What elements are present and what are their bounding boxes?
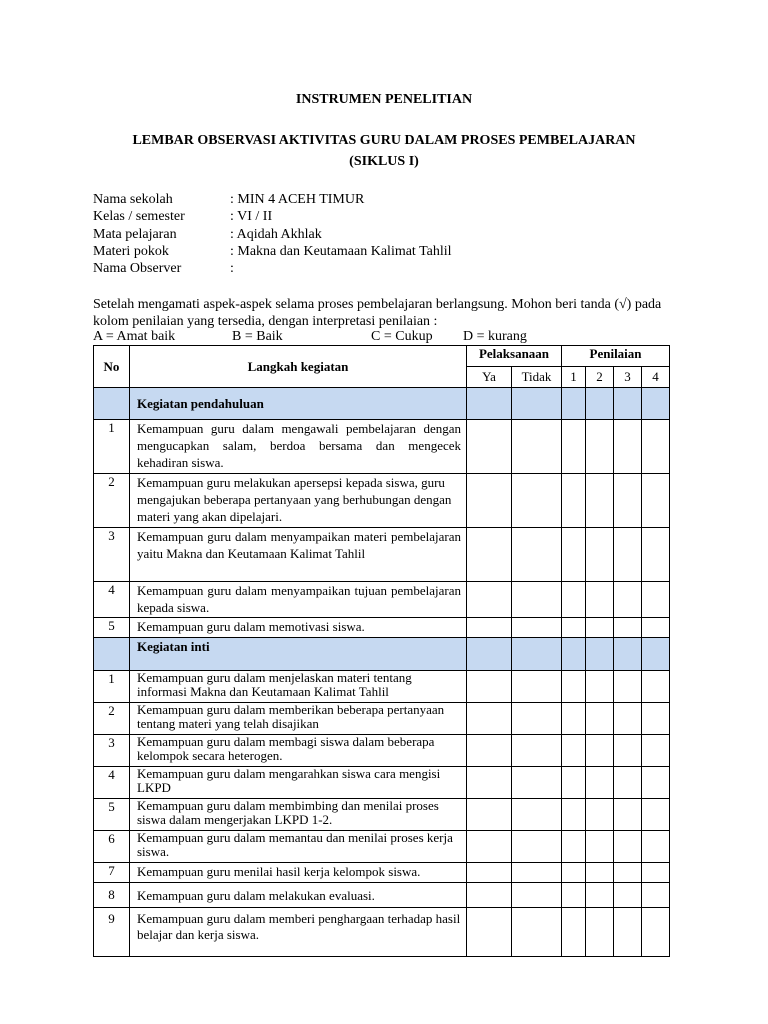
info-row [93, 226, 452, 243]
exec-ya-cell[interactable] [467, 474, 512, 528]
score-cell[interactable] [614, 528, 642, 582]
section-spacer-cell [94, 638, 130, 671]
row-number: 7 [94, 863, 130, 883]
score-cell[interactable] [562, 582, 586, 618]
score-cell[interactable] [642, 863, 670, 883]
score-cell[interactable] [642, 908, 670, 957]
row-step: Kemampuan guru dalam menjelaskan materi tentang informasi Makna dan Keutamaan Kalimat Tahlil [130, 671, 467, 703]
column-header-no: No [94, 346, 130, 388]
exec-option-tidak: Tidak [512, 367, 562, 388]
score-cell[interactable] [586, 582, 614, 618]
row-step: Kemampuan guru dalam mengawali pembelajaran dengan mengucapkan salam, berdoa bersama dan mengecek kehadiran siswa. [130, 420, 467, 474]
score-cell[interactable] [562, 703, 586, 735]
score-cell[interactable] [586, 863, 614, 883]
exec-ya-cell[interactable] [467, 908, 512, 957]
row-step: Kemampuan guru dalam memantau dan menilai proses kerja siswa. [130, 831, 467, 863]
exec-ya-cell[interactable] [467, 883, 512, 908]
table-row [94, 618, 670, 638]
exec-option-ya: Ya [467, 367, 512, 388]
exec-ya-cell[interactable] [467, 735, 512, 767]
score-cell[interactable] [562, 908, 586, 957]
score-cell[interactable] [586, 908, 614, 957]
cycle-label: (SIKLUS I) [349, 154, 419, 169]
scale-d: D = kurang [463, 329, 527, 344]
score-cell[interactable] [614, 799, 642, 831]
row-step: Kemampuan guru dalam memotivasi siswa. [130, 618, 467, 638]
row-number: 4 [94, 582, 130, 618]
exec-tidak-cell[interactable] [512, 671, 562, 703]
exec-ya-cell[interactable] [467, 799, 512, 831]
row-step: Kemampuan guru dalam memberikan beberapa pertanyaan tentang materi yang telah disajikan [130, 703, 467, 735]
score-cell[interactable] [562, 671, 586, 703]
row-step: Kemampuan guru dalam menyampaikan materi pembelajaran yaitu Makna dan Keutamaan Kalimat Tahlil [130, 528, 467, 582]
info-value: : Makna dan Keutamaan Kalimat Tahlil [230, 243, 452, 259]
row-step: Kemampuan guru menilai hasil kerja kelompok siswa. [130, 863, 467, 883]
exec-tidak-cell [512, 388, 562, 420]
score-cell [642, 388, 670, 420]
score-cell[interactable] [586, 474, 614, 528]
info-label: Mata pelajaran [93, 226, 177, 242]
score-cell[interactable] [614, 908, 642, 957]
score-cell[interactable] [586, 528, 614, 582]
score-cell [586, 638, 614, 671]
score-option-4: 4 [642, 367, 670, 388]
exec-tidak-cell[interactable] [512, 883, 562, 908]
info-value: : MIN 4 ACEH TIMUR [230, 192, 365, 207]
score-cell[interactable] [642, 735, 670, 767]
table-row [94, 420, 670, 474]
score-cell[interactable] [642, 528, 670, 582]
score-cell[interactable] [614, 831, 642, 863]
score-cell[interactable] [614, 671, 642, 703]
score-cell[interactable] [614, 863, 642, 883]
info-row [93, 191, 452, 208]
score-cell [586, 388, 614, 420]
scale-c: C = Cukup [371, 329, 433, 344]
score-cell[interactable] [614, 420, 642, 474]
score-cell[interactable] [642, 474, 670, 528]
score-cell[interactable] [562, 528, 586, 582]
row-number: 3 [94, 528, 130, 582]
score-cell[interactable] [586, 735, 614, 767]
info-row [93, 208, 452, 225]
exec-tidak-cell[interactable] [512, 908, 562, 957]
score-cell [614, 638, 642, 671]
score-cell[interactable] [614, 618, 642, 638]
table-row [94, 582, 670, 618]
score-cell[interactable] [562, 420, 586, 474]
score-option-3: 3 [614, 367, 642, 388]
table-row [94, 767, 670, 799]
row-step: Kemampuan guru dalam membagi siswa dalam beberapa kelompok secara heterogen. [130, 735, 467, 767]
info-label: Nama Observer [93, 261, 182, 277]
score-cell[interactable] [614, 703, 642, 735]
exec-tidak-cell[interactable] [512, 420, 562, 474]
column-header-score: Penilaian [562, 346, 670, 367]
exec-tidak-cell[interactable] [512, 799, 562, 831]
table-row [94, 831, 670, 863]
info-row [93, 260, 452, 277]
info-row [93, 243, 452, 260]
exec-tidak-cell[interactable] [512, 863, 562, 883]
exec-tidak-cell[interactable] [512, 735, 562, 767]
row-step: Kemampuan guru dalam mengarahkan siswa cara mengisi LKPD [130, 767, 467, 799]
score-cell[interactable] [586, 767, 614, 799]
row-number: 3 [94, 735, 130, 767]
score-cell[interactable] [586, 831, 614, 863]
instruction-text: Setelah mengamati aspek-aspek selama proses pembelajaran berlangsung. Mohon beri tanda (√) pada kolom penilaian yang tersedia, dengan interpretasi penilaian : [93, 297, 662, 329]
score-cell[interactable] [642, 767, 670, 799]
exec-ya-cell[interactable] [467, 767, 512, 799]
row-number: 9 [94, 908, 130, 957]
exec-ya-cell[interactable] [467, 528, 512, 582]
exec-ya-cell[interactable] [467, 703, 512, 735]
score-cell[interactable] [562, 474, 586, 528]
score-cell[interactable] [614, 883, 642, 908]
column-header-step: Langkah kegiatan [130, 346, 467, 388]
row-number: 8 [94, 883, 130, 908]
table-row [94, 671, 670, 703]
score-cell[interactable] [586, 883, 614, 908]
score-cell [642, 638, 670, 671]
exec-tidak-cell[interactable] [512, 582, 562, 618]
section-title: Kegiatan inti [130, 638, 467, 671]
row-step: Kemampuan guru melakukan apersepsi kepada siswa, guru mengajukan beberapa pertanyaan yang berhubungan dengan materi yang akan dipelajari. [130, 474, 467, 528]
column-header-exec: Pelaksanaan [467, 346, 562, 367]
section-row [94, 388, 670, 420]
section-row [94, 638, 670, 671]
exec-tidak-cell[interactable] [512, 474, 562, 528]
document-subtitle: LEMBAR OBSERVASI AKTIVITAS GURU DALAM PROSES PEMBELAJARAN [132, 133, 636, 148]
row-step: Kemampuan guru dalam menyampaikan tujuan pembelajaran kepada siswa. [130, 582, 467, 618]
info-value: : Aqidah Akhlak [230, 226, 322, 242]
score-cell [562, 388, 586, 420]
exec-ya-cell [467, 638, 512, 671]
exec-ya-cell[interactable] [467, 420, 512, 474]
score-cell[interactable] [614, 582, 642, 618]
exec-ya-cell[interactable] [467, 618, 512, 638]
score-cell[interactable] [642, 831, 670, 863]
score-cell[interactable] [586, 618, 614, 638]
table-row [94, 735, 670, 767]
table-row [94, 883, 670, 908]
exec-ya-cell[interactable] [467, 671, 512, 703]
row-number: 6 [94, 831, 130, 863]
score-cell[interactable] [562, 767, 586, 799]
identity-block [93, 191, 452, 277]
table-row [94, 863, 670, 883]
row-number: 2 [94, 474, 130, 528]
score-cell[interactable] [562, 883, 586, 908]
score-cell[interactable] [642, 618, 670, 638]
score-cell[interactable] [562, 799, 586, 831]
score-cell[interactable] [586, 671, 614, 703]
score-cell[interactable] [614, 767, 642, 799]
score-cell[interactable] [614, 735, 642, 767]
exec-tidak-cell[interactable] [512, 767, 562, 799]
observation-table [93, 345, 670, 957]
exec-ya-cell [467, 388, 512, 420]
exec-tidak-cell[interactable] [512, 831, 562, 863]
section-title: Kegiatan pendahuluan [130, 388, 467, 420]
scale-a: A = Amat baik [93, 329, 176, 344]
table-row [94, 908, 670, 957]
score-cell[interactable] [562, 831, 586, 863]
score-cell[interactable] [586, 420, 614, 474]
info-label: Kelas / semester [93, 209, 185, 225]
score-cell[interactable] [586, 799, 614, 831]
exec-ya-cell[interactable] [467, 863, 512, 883]
score-cell[interactable] [642, 703, 670, 735]
row-number: 5 [94, 799, 130, 831]
row-number: 1 [94, 420, 130, 474]
exec-ya-cell[interactable] [467, 582, 512, 618]
exec-ya-cell[interactable] [467, 831, 512, 863]
score-cell [614, 388, 642, 420]
score-cell[interactable] [642, 671, 670, 703]
info-value: : VI / II [230, 209, 273, 225]
score-cell[interactable] [642, 883, 670, 908]
score-cell[interactable] [586, 703, 614, 735]
info-label: Nama sekolah [93, 192, 173, 207]
table-row [94, 799, 670, 831]
score-cell[interactable] [562, 618, 586, 638]
score-cell[interactable] [562, 735, 586, 767]
score-option-1: 1 [562, 367, 586, 388]
exec-tidak-cell[interactable] [512, 528, 562, 582]
score-cell[interactable] [614, 474, 642, 528]
row-step: Kemampuan guru dalam melakukan evaluasi. [130, 883, 467, 908]
row-number: 5 [94, 618, 130, 638]
score-cell [562, 638, 586, 671]
table-row [94, 703, 670, 735]
document-title: INSTRUMEN PENELITIAN [295, 92, 473, 107]
scale-b: B = Baik [232, 329, 283, 344]
score-cell[interactable] [642, 799, 670, 831]
exec-tidak-cell [512, 638, 562, 671]
section-spacer-cell [94, 388, 130, 420]
score-option-2: 2 [586, 367, 614, 388]
info-value: : [230, 261, 234, 277]
score-cell[interactable] [562, 863, 586, 883]
row-number: 2 [94, 703, 130, 735]
exec-tidak-cell[interactable] [512, 618, 562, 638]
row-number: 4 [94, 767, 130, 799]
info-label: Materi pokok [93, 243, 169, 259]
row-step: Kemampuan guru dalam memberi penghargaan terhadap hasil belajar dan kerja siswa. [130, 908, 467, 957]
score-cell[interactable] [642, 420, 670, 474]
row-step: Kemampuan guru dalam membimbing dan menilai proses siswa dalam mengerjakan LKPD 1-2. [130, 799, 467, 831]
score-cell[interactable] [642, 582, 670, 618]
table-row [94, 474, 670, 528]
exec-tidak-cell[interactable] [512, 703, 562, 735]
row-number: 1 [94, 671, 130, 703]
table-row [94, 528, 670, 582]
